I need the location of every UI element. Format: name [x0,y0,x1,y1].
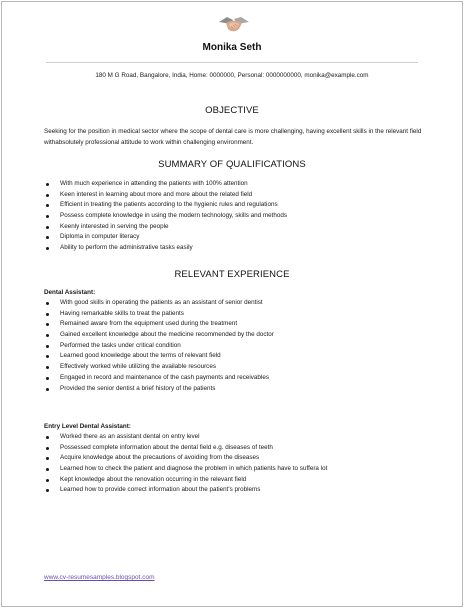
list-item: Engaged in record and maintenance of the cash payments and receivables [44,373,432,384]
header-divider [46,62,418,63]
list-item: With good skills in operating the patients as an assistant of senior dentist [44,298,432,309]
list-item: Provided the senior dentist a brief history of the patients [44,384,432,395]
candidate-name: Monika Seth [202,42,262,53]
objective-text: Seeking for the position in medical sector where the scope of dental care is more challenging, having excellent skills in the relevant field withabsolutely professional attitude to work within challenging environment. [44,128,422,146]
contact-line: 180 M G Road, Bangalore, India, Home: 0000000, Personal: 0000000000, monika@example.com [95,72,369,79]
list-item: Diploma in computer literacy [44,232,432,243]
list-item: Learned how to provide correct information about the patient's problems [44,485,432,496]
list-item: With much experience in attending the patients with 100% attention [44,179,432,190]
list-item: Worked there as an assistant dental on entry level [44,432,432,443]
experience-heading: RELEVANT EXPERIENCE [174,269,290,280]
list-item: Keenly interested in serving the people [44,222,432,233]
list-item: Efficient in treating the patients according to the hygienic rules and regulations [44,200,432,211]
list-item: Keen interest in learning about more and more about the related field [44,190,432,201]
list-item: Gained excellent knowledge about the medicine recommended by the doctor [44,330,432,341]
role-heading-dental-assistant: Dental Assistant: [44,289,96,296]
role-heading-entry-level: Entry Level Dental Assistant: [44,423,131,430]
list-item: Remained aware from the equipment used during the treatment [44,319,432,330]
objective-heading: OBJECTIVE [205,105,259,116]
list-item: Possess complete knowledge in using the modern technology, skills and methods [44,211,432,222]
list-item: Kept knowledge about the renovation occurring in the relevant field [44,475,432,486]
dental-assistant-list [44,298,432,394]
qualifications-heading: SUMMARY OF QUALIFICATIONS [158,159,306,170]
list-item: Having remarkable skills to treat the patients [44,309,432,320]
website-link[interactable]: www.cv-resumesamples.blogspot.com [44,574,155,581]
list-item: Ability to perform the administrative tasks easily [44,243,432,254]
entry-level-list [44,432,432,496]
qualifications-list [44,179,432,254]
list-item: Learned good knowledge about the terms of relevant field [44,351,432,362]
list-item: Effectively worked while utilizing the available resources [44,362,432,373]
list-item: Learned how to check the patient and diagnose the problem in which patients have to suffera lot [44,464,432,475]
handshake-icon [218,12,250,36]
resume-page [1,1,463,607]
list-item: Possessed complete information about the dental field e.g. diseases of teeth [44,443,432,454]
list-item: Acquire knowledge about the precautions of avoiding from the diseases [44,453,432,464]
list-item: Performed the tasks under critical condition [44,341,432,352]
